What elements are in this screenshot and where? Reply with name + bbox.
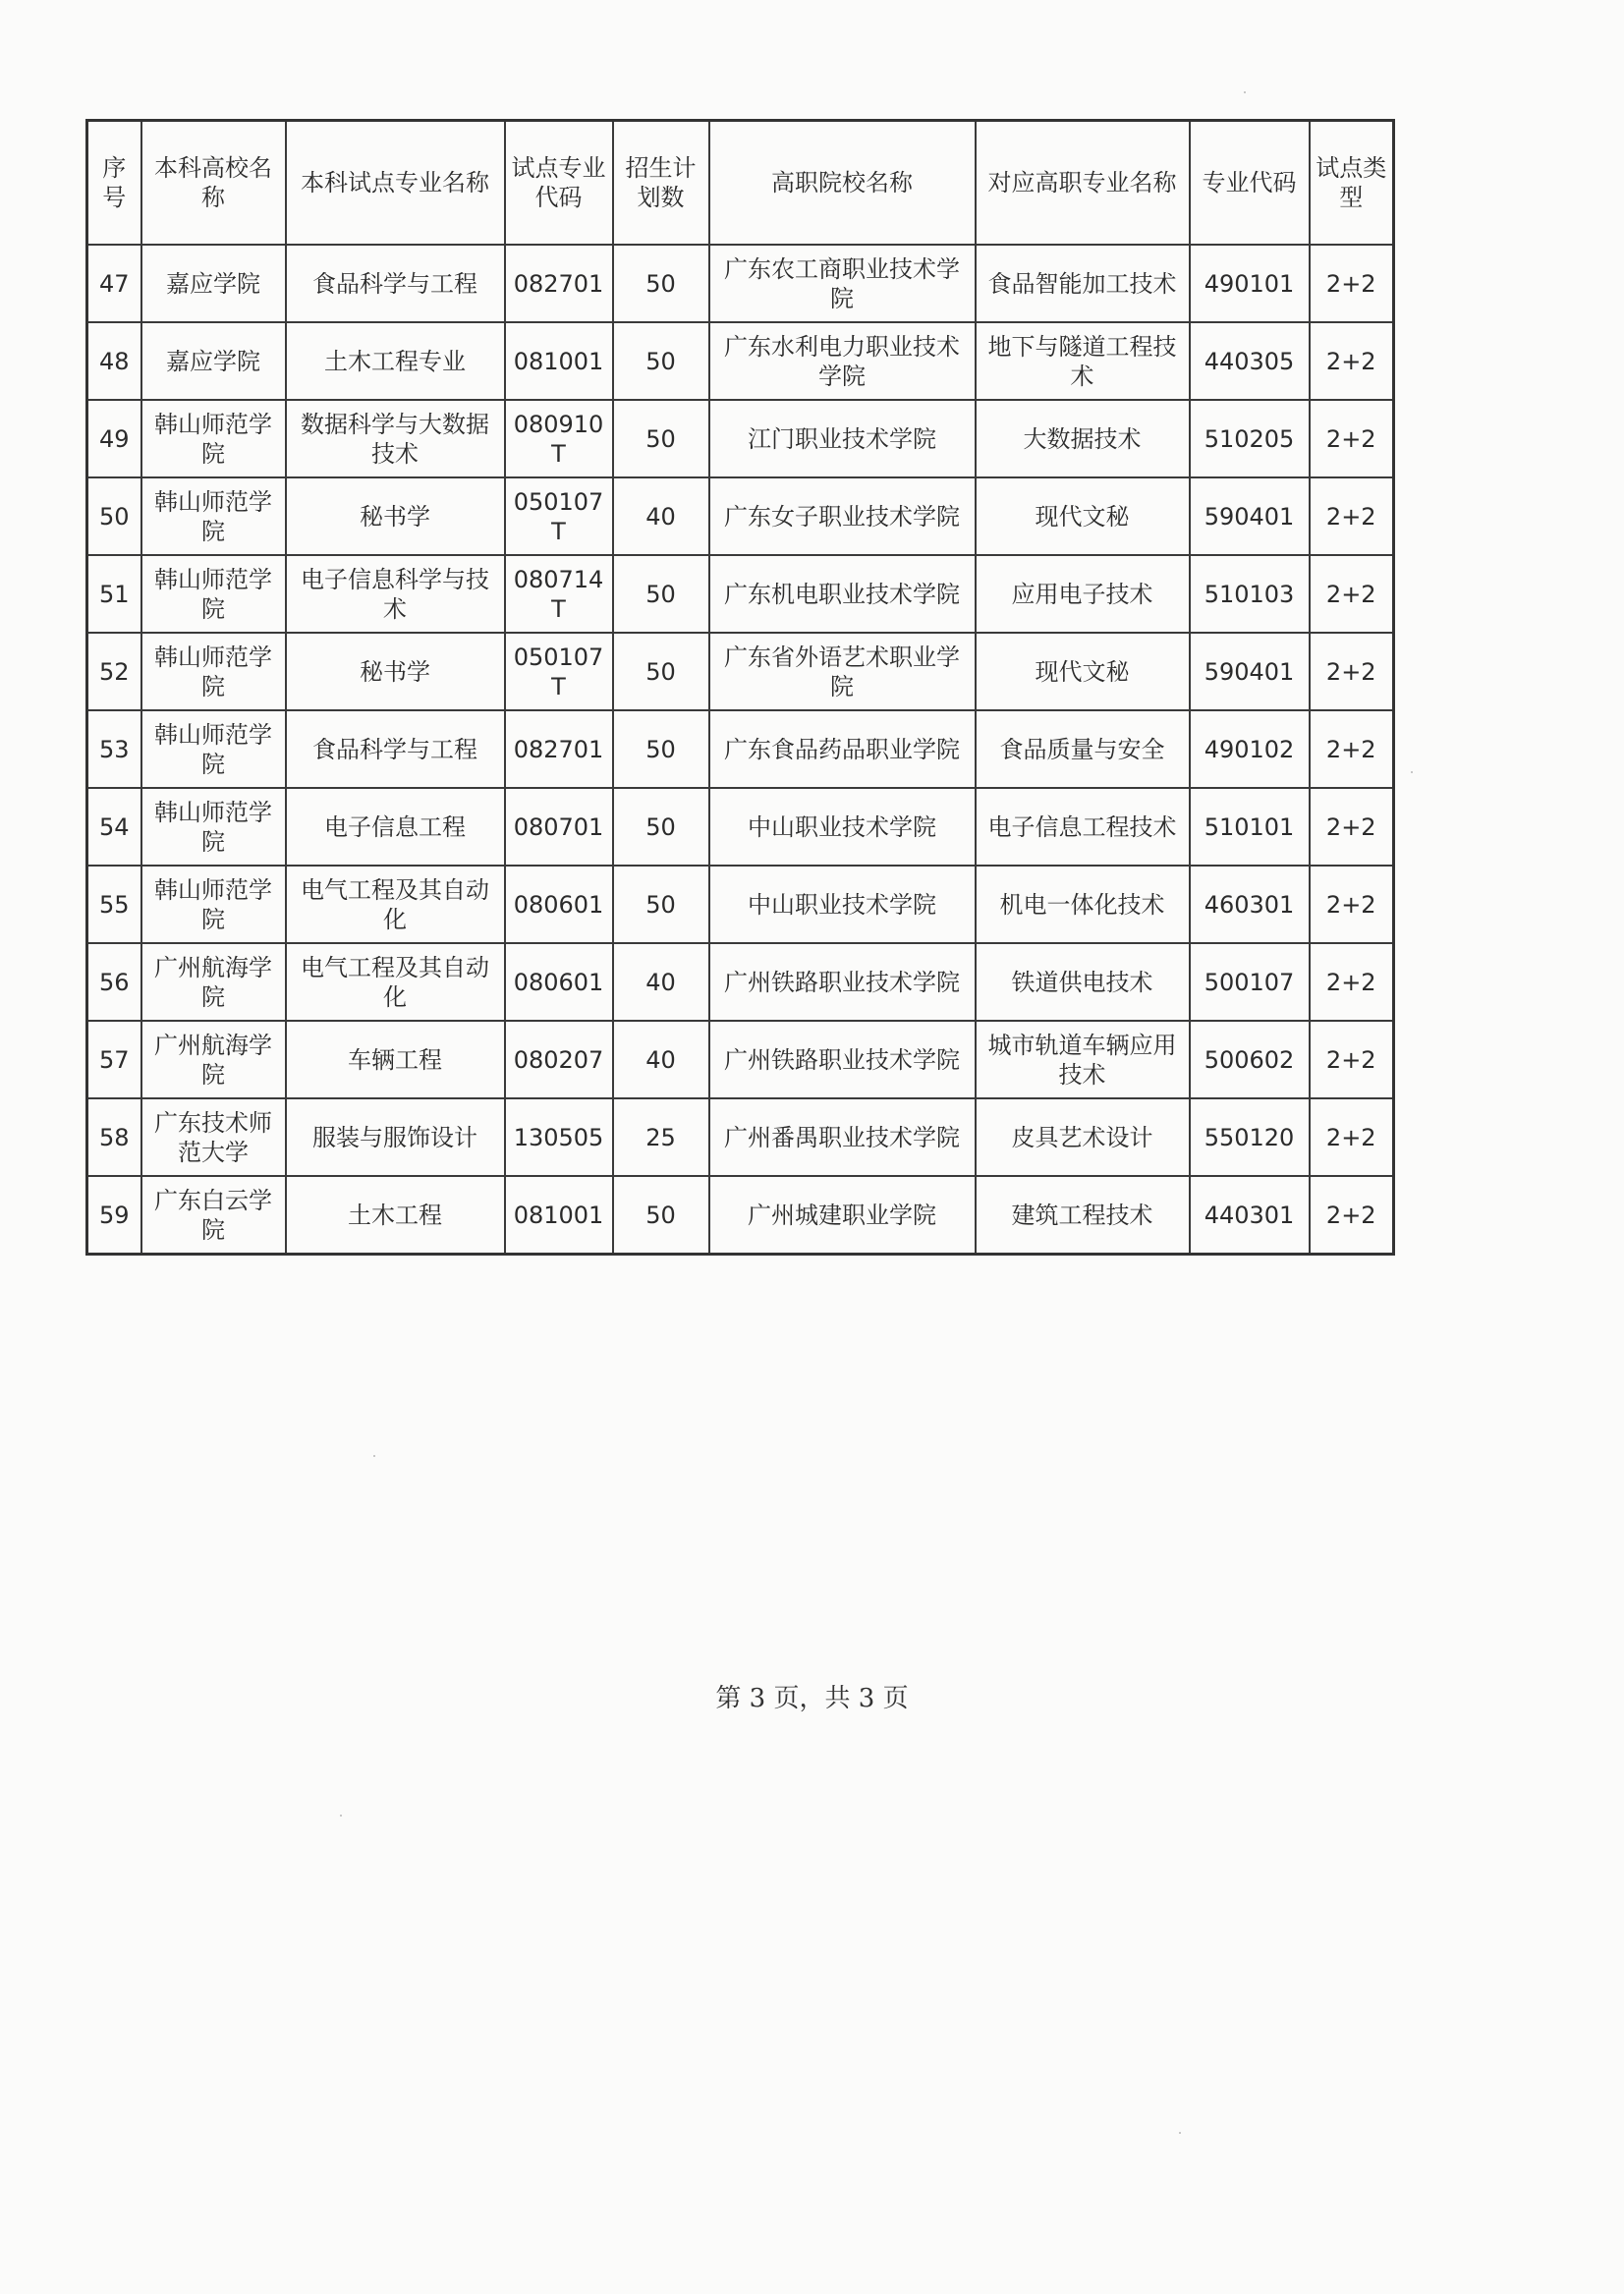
header-cell-vocational-college: 高职院校名称 <box>709 121 976 246</box>
cell-enrollment: 40 <box>613 1021 709 1098</box>
cell-pilot-type: 2+2 <box>1310 400 1394 477</box>
cell-pilot-major: 车辆工程 <box>286 1021 505 1098</box>
cell-vocational-college: 广州城建职业学院 <box>709 1176 976 1255</box>
cell-index: 50 <box>87 477 141 555</box>
cell-index: 48 <box>87 322 141 400</box>
cell-vocational-code: 590401 <box>1190 477 1310 555</box>
cell-major-code: 050107T <box>505 477 613 555</box>
cell-pilot-major: 秘书学 <box>286 477 505 555</box>
table-row <box>87 1098 1394 1176</box>
cell-vocational-college: 中山职业技术学院 <box>709 866 976 943</box>
cell-university: 韩山师范学院 <box>141 866 286 943</box>
cell-vocational-college: 广州铁路职业技术学院 <box>709 1021 976 1098</box>
cell-pilot-type: 2+2 <box>1310 1021 1394 1098</box>
header-cell-university: 本科高校名称 <box>141 121 286 246</box>
cell-pilot-type: 2+2 <box>1310 633 1394 710</box>
cell-pilot-type: 2+2 <box>1310 245 1394 322</box>
cell-enrollment: 50 <box>613 245 709 322</box>
cell-pilot-type: 2+2 <box>1310 788 1394 866</box>
cell-vocational-college: 江门职业技术学院 <box>709 400 976 477</box>
cell-pilot-type: 2+2 <box>1310 477 1394 555</box>
cell-pilot-type: 2+2 <box>1310 1098 1394 1176</box>
cell-vocational-college: 广东女子职业技术学院 <box>709 477 976 555</box>
cell-pilot-major: 服装与服饰设计 <box>286 1098 505 1176</box>
scan-speck <box>1411 771 1413 773</box>
cell-pilot-type: 2+2 <box>1310 1176 1394 1255</box>
cell-vocational-code: 490102 <box>1190 710 1310 788</box>
cell-pilot-type: 2+2 <box>1310 943 1394 1021</box>
cell-major-code: 080207 <box>505 1021 613 1098</box>
header-row <box>87 121 1394 246</box>
cell-enrollment: 50 <box>613 555 709 633</box>
cell-major-code: 080910T <box>505 400 613 477</box>
page-footer: 第 3 页，共 3 页 <box>715 1684 909 1713</box>
cell-vocational-code: 510103 <box>1190 555 1310 633</box>
table-row <box>87 1021 1394 1098</box>
cell-pilot-major: 电气工程及其自动化 <box>286 943 505 1021</box>
cell-university: 韩山师范学院 <box>141 633 286 710</box>
header-cell-vocational-code: 专业代码 <box>1190 121 1310 246</box>
cell-vocational-major: 铁道供电技术 <box>976 943 1190 1021</box>
cell-index: 49 <box>87 400 141 477</box>
cell-major-code: 080714T <box>505 555 613 633</box>
cell-major-code: 080701 <box>505 788 613 866</box>
cell-index: 53 <box>87 710 141 788</box>
scan-speck <box>340 1815 342 1817</box>
cell-index: 55 <box>87 866 141 943</box>
cell-enrollment: 40 <box>613 477 709 555</box>
table-row <box>87 943 1394 1021</box>
cell-vocational-college: 广州番禺职业技术学院 <box>709 1098 976 1176</box>
cell-vocational-major: 现代文秘 <box>976 633 1190 710</box>
cell-enrollment: 50 <box>613 866 709 943</box>
cell-index: 51 <box>87 555 141 633</box>
table-row <box>87 477 1394 555</box>
cell-vocational-college: 广东省外语艺术职业学院 <box>709 633 976 710</box>
cell-vocational-major: 食品质量与安全 <box>976 710 1190 788</box>
cell-major-code: 081001 <box>505 1176 613 1255</box>
header-cell-pilot-type: 试点类型 <box>1310 121 1394 246</box>
cell-enrollment: 50 <box>613 322 709 400</box>
cell-vocational-code: 590401 <box>1190 633 1310 710</box>
cell-vocational-code: 550120 <box>1190 1098 1310 1176</box>
cell-university: 嘉应学院 <box>141 245 286 322</box>
cell-pilot-major: 电子信息科学与技术 <box>286 555 505 633</box>
pilot-program-table <box>85 119 1395 1256</box>
cell-index: 47 <box>87 245 141 322</box>
cell-major-code: 130505 <box>505 1098 613 1176</box>
cell-index: 58 <box>87 1098 141 1176</box>
header-cell-pilot-major: 本科试点专业名称 <box>286 121 505 246</box>
cell-pilot-type: 2+2 <box>1310 710 1394 788</box>
cell-pilot-major: 数据科学与大数据技术 <box>286 400 505 477</box>
cell-university: 韩山师范学院 <box>141 477 286 555</box>
cell-enrollment: 50 <box>613 400 709 477</box>
cell-pilot-major: 食品科学与工程 <box>286 710 505 788</box>
cell-enrollment: 50 <box>613 1176 709 1255</box>
cell-vocational-major: 建筑工程技术 <box>976 1176 1190 1255</box>
cell-university: 韩山师范学院 <box>141 555 286 633</box>
cell-university: 韩山师范学院 <box>141 710 286 788</box>
table-row <box>87 400 1394 477</box>
table-header <box>87 121 1394 246</box>
cell-pilot-major: 秘书学 <box>286 633 505 710</box>
cell-vocational-major: 应用电子技术 <box>976 555 1190 633</box>
cell-major-code: 080601 <box>505 943 613 1021</box>
cell-vocational-code: 460301 <box>1190 866 1310 943</box>
cell-vocational-major: 地下与隧道工程技术 <box>976 322 1190 400</box>
cell-index: 59 <box>87 1176 141 1255</box>
scan-speck <box>373 1455 375 1457</box>
table-row <box>87 245 1394 322</box>
table-row <box>87 710 1394 788</box>
cell-vocational-major: 电子信息工程技术 <box>976 788 1190 866</box>
cell-pilot-major: 土木工程 <box>286 1176 505 1255</box>
cell-vocational-college: 广东水利电力职业技术学院 <box>709 322 976 400</box>
cell-enrollment: 50 <box>613 710 709 788</box>
cell-pilot-major: 食品科学与工程 <box>286 245 505 322</box>
table-body <box>87 245 1394 1255</box>
table-row <box>87 322 1394 400</box>
cell-vocational-college: 广东食品药品职业学院 <box>709 710 976 788</box>
cell-vocational-college: 广东农工商职业技术学院 <box>709 245 976 322</box>
cell-vocational-code: 510205 <box>1190 400 1310 477</box>
cell-vocational-code: 500107 <box>1190 943 1310 1021</box>
cell-pilot-type: 2+2 <box>1310 322 1394 400</box>
cell-index: 54 <box>87 788 141 866</box>
table-row <box>87 555 1394 633</box>
cell-index: 52 <box>87 633 141 710</box>
table-row <box>87 633 1394 710</box>
cell-university: 韩山师范学院 <box>141 788 286 866</box>
cell-vocational-college: 广东机电职业技术学院 <box>709 555 976 633</box>
header-cell-major-code: 试点专业代码 <box>505 121 613 246</box>
table-row <box>87 866 1394 943</box>
cell-vocational-college: 广州铁路职业技术学院 <box>709 943 976 1021</box>
cell-university: 韩山师范学院 <box>141 400 286 477</box>
cell-vocational-major: 食品智能加工技术 <box>976 245 1190 322</box>
cell-university: 广东白云学院 <box>141 1176 286 1255</box>
cell-university: 广东技术师范大学 <box>141 1098 286 1176</box>
cell-vocational-college: 中山职业技术学院 <box>709 788 976 866</box>
cell-pilot-type: 2+2 <box>1310 866 1394 943</box>
cell-index: 56 <box>87 943 141 1021</box>
cell-university: 嘉应学院 <box>141 322 286 400</box>
header-cell-enrollment: 招生计划数 <box>613 121 709 246</box>
cell-pilot-major: 土木工程专业 <box>286 322 505 400</box>
cell-vocational-code: 510101 <box>1190 788 1310 866</box>
scan-speck <box>1179 2132 1181 2134</box>
cell-index: 57 <box>87 1021 141 1098</box>
cell-major-code: 050107T <box>505 633 613 710</box>
cell-vocational-major: 大数据技术 <box>976 400 1190 477</box>
cell-university: 广州航海学院 <box>141 943 286 1021</box>
cell-vocational-code: 440301 <box>1190 1176 1310 1255</box>
cell-vocational-code: 490101 <box>1190 245 1310 322</box>
cell-vocational-major: 现代文秘 <box>976 477 1190 555</box>
cell-enrollment: 40 <box>613 943 709 1021</box>
cell-major-code: 082701 <box>505 710 613 788</box>
cell-pilot-type: 2+2 <box>1310 555 1394 633</box>
cell-vocational-code: 440305 <box>1190 322 1310 400</box>
cell-enrollment: 50 <box>613 788 709 866</box>
header-cell-vocational-major: 对应高职专业名称 <box>976 121 1190 246</box>
cell-university: 广州航海学院 <box>141 1021 286 1098</box>
table-row <box>87 1176 1394 1255</box>
cell-vocational-code: 500602 <box>1190 1021 1310 1098</box>
header-cell-index: 序号 <box>87 121 141 246</box>
cell-pilot-major: 电气工程及其自动化 <box>286 866 505 943</box>
cell-vocational-major: 皮具艺术设计 <box>976 1098 1190 1176</box>
cell-enrollment: 25 <box>613 1098 709 1176</box>
cell-major-code: 082701 <box>505 245 613 322</box>
cell-enrollment: 50 <box>613 633 709 710</box>
cell-pilot-major: 电子信息工程 <box>286 788 505 866</box>
cell-major-code: 081001 <box>505 322 613 400</box>
cell-vocational-major: 机电一体化技术 <box>976 866 1190 943</box>
table-row <box>87 788 1394 866</box>
cell-vocational-major: 城市轨道车辆应用技术 <box>976 1021 1190 1098</box>
cell-major-code: 080601 <box>505 866 613 943</box>
scan-speck <box>1244 91 1246 93</box>
